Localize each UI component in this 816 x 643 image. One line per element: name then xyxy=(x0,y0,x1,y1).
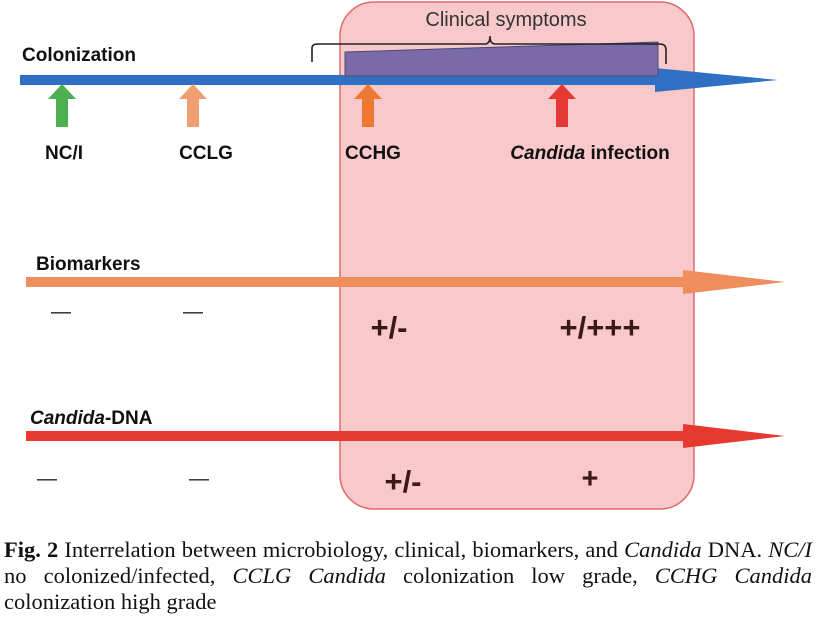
biomarker-value-cclg: — xyxy=(183,301,203,323)
caption-text-4: colonization low grade, xyxy=(385,563,655,588)
stage-label-nci: NC/I xyxy=(45,143,83,164)
nci-arrow-icon xyxy=(48,84,76,127)
caption-text-2: DNA. xyxy=(701,537,769,562)
dna-label xyxy=(30,408,153,429)
biomarker-value-cchg: +/- xyxy=(370,310,408,345)
dna-value-cclg: — xyxy=(189,468,209,490)
biomarkers-label: Biomarkers xyxy=(36,254,141,275)
dna-value-infection: + xyxy=(581,463,599,495)
stage-label-cclg: CCLG xyxy=(179,143,233,164)
caption-text-1: Interrelation between microbiology, clinical, biomarkers, and xyxy=(58,537,625,562)
stage-label-cchg: CCHG xyxy=(345,143,401,164)
caption-text-3: no colonized/infected, xyxy=(4,563,233,588)
caption-text-5: colonization high grade xyxy=(4,589,217,614)
stage-label-infection-italic: Candida xyxy=(510,143,586,164)
caption-fig-number: Fig. 2 xyxy=(4,537,59,562)
caption-italic-4: CCHG Candida xyxy=(654,563,812,588)
dna-label-italic: Candida xyxy=(30,408,105,429)
clinical-symptoms-label: Clinical symptoms xyxy=(425,9,587,31)
dna-value-nci: — xyxy=(37,468,57,490)
caption-italic-1: Candida xyxy=(624,537,702,562)
caption-italic-3: CCLG Candida xyxy=(232,563,386,588)
cclg-arrow-icon xyxy=(179,84,207,127)
dna-value-cchg: +/- xyxy=(384,464,422,499)
biomarker-value-infection: +/+++ xyxy=(559,310,641,345)
biomarker-value-nci: — xyxy=(51,301,71,323)
caption-italic-2: NC/I xyxy=(768,537,813,562)
dna-label-rest: -DNA xyxy=(104,408,153,429)
stage-label-infection-rest: infection xyxy=(585,143,670,164)
stage-label-infection xyxy=(510,143,669,164)
figure-caption xyxy=(4,537,812,615)
colonization-label: Colonization xyxy=(22,45,136,66)
